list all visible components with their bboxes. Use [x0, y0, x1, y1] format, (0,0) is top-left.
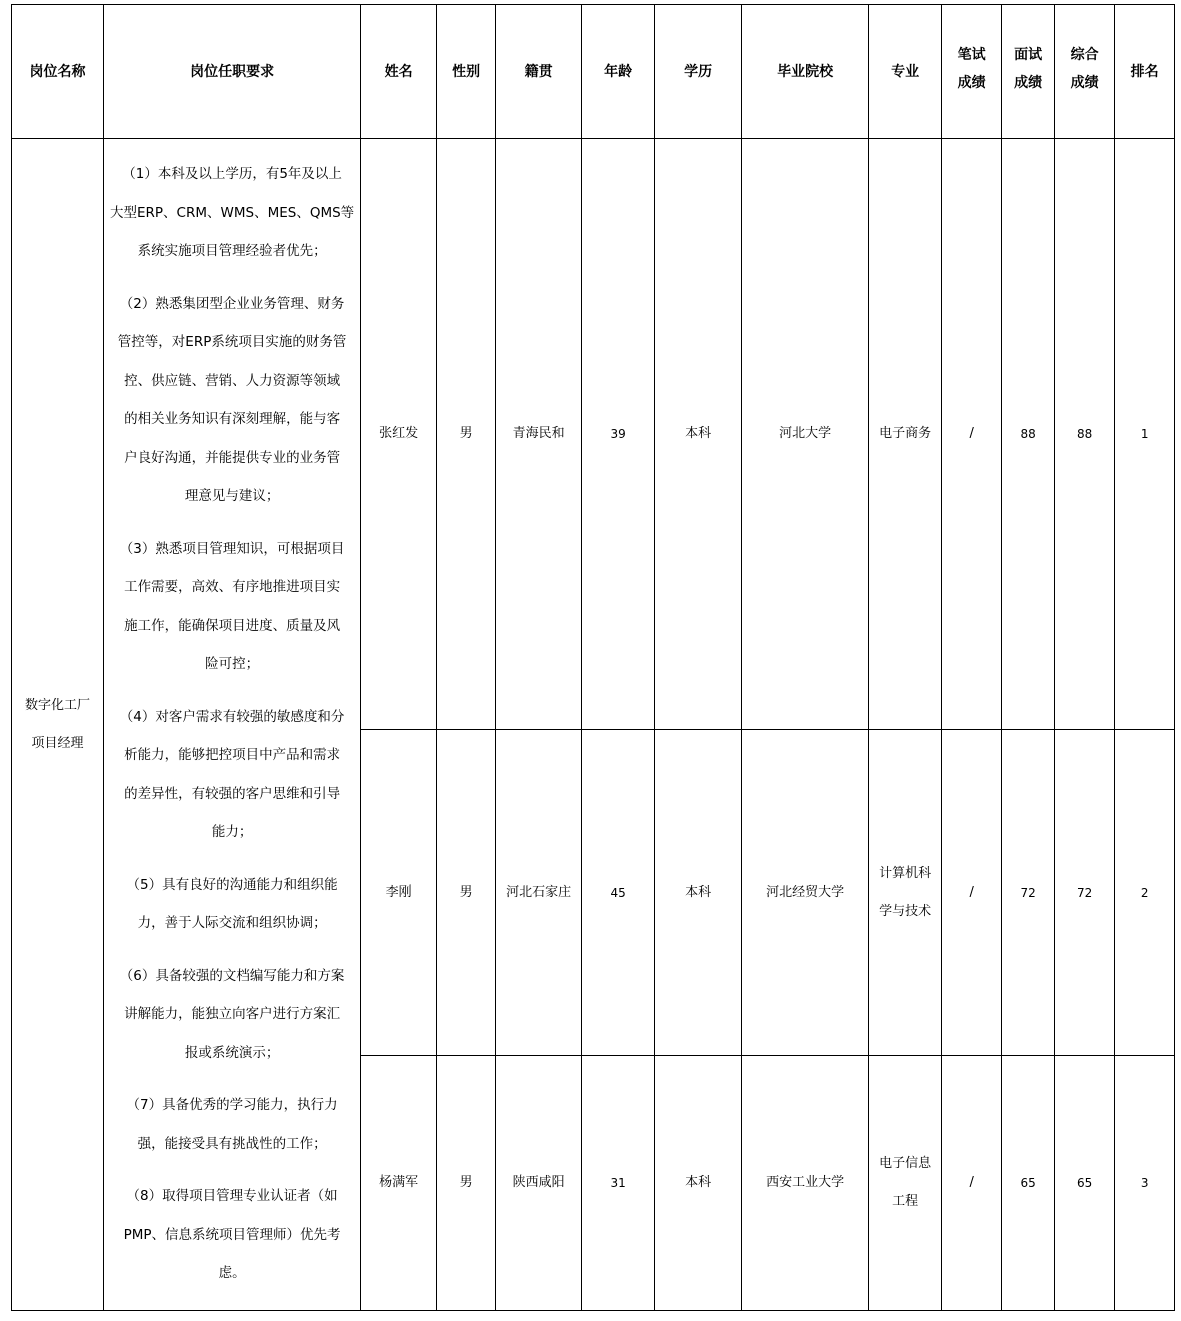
header-written-score: 笔试成绩 — [942, 5, 1002, 139]
requirement-item: （1）本科及以上学历，有5年及以上 大型ERP、CRM、WMS、MES、QMS等 系统实施项目管理经验者优先； — [110, 166, 355, 259]
requirements-cell — [104, 139, 361, 1311]
header-interview-score: 面试成绩 — [1002, 5, 1055, 139]
candidate-education: 本科 — [655, 730, 742, 1056]
candidate-hometown: 陕西咸阳 — [496, 1056, 582, 1311]
candidate-name: 杨满军 — [361, 1056, 437, 1311]
header-position: 岗位名称 — [12, 5, 104, 139]
candidate-major: 计算机科 学与技术 — [869, 730, 942, 1056]
header-requirements: 岗位任职要求 — [104, 5, 361, 139]
requirement-item: （7）具备优秀的学习能力，执行力 强，能接受具有挑战性的工作； — [126, 1097, 338, 1152]
candidate-hometown: 河北石家庄 — [496, 730, 582, 1056]
candidate-written-score: / — [942, 1056, 1002, 1311]
candidate-written-score: / — [942, 139, 1002, 730]
candidate-age: 31 — [582, 1056, 655, 1311]
candidate-rank: 1 — [1115, 139, 1175, 730]
candidate-gender: 男 — [437, 1056, 496, 1311]
table-row — [12, 139, 1175, 730]
requirement-item: （8）取得项目管理专业认证者（如 PMP、信息系统项目管理师）优先考 虑。 — [123, 1188, 341, 1281]
header-age: 年龄 — [582, 5, 655, 139]
candidate-school: 河北大学 — [742, 139, 869, 730]
requirement-item: （4）对客户需求有较强的敏感度和分 析能力，能够把控项目中产品和需求 的差异性，有较强的客户思维和引导 能力； — [119, 708, 345, 840]
header-rank: 排名 — [1115, 5, 1175, 139]
candidate-age: 45 — [582, 730, 655, 1056]
candidate-total-score: 88 — [1055, 139, 1115, 730]
candidate-rank: 3 — [1115, 1056, 1175, 1311]
header-school: 毕业院校 — [742, 5, 869, 139]
requirement-item: （6）具备较强的文档编写能力和方案 讲解能力，能独立向客户进行方案汇 报或系统演示； — [119, 967, 345, 1061]
position-cell: 数字化工厂 项目经理 — [12, 139, 104, 1311]
candidate-major: 电子信息 工程 — [869, 1056, 942, 1311]
candidate-name: 张红发 — [361, 139, 437, 730]
candidate-gender: 男 — [437, 730, 496, 1056]
candidate-major: 电子商务 — [869, 139, 942, 730]
header-gender: 性别 — [437, 5, 496, 139]
candidate-interview-score: 65 — [1002, 1056, 1055, 1311]
candidate-school: 西安工业大学 — [742, 1056, 869, 1311]
candidate-interview-score: 72 — [1002, 730, 1055, 1056]
candidate-school: 河北经贸大学 — [742, 730, 869, 1056]
candidate-results-table — [11, 4, 1175, 1311]
requirement-item: （5）具有良好的沟通能力和组织能 力，善于人际交流和组织协调； — [126, 876, 338, 931]
candidate-interview-score: 88 — [1002, 139, 1055, 730]
candidate-gender: 男 — [437, 139, 496, 730]
header-row — [12, 5, 1175, 139]
candidate-written-score: / — [942, 730, 1002, 1056]
candidate-education: 本科 — [655, 139, 742, 730]
header-name: 姓名 — [361, 5, 437, 139]
candidate-name: 李刚 — [361, 730, 437, 1056]
requirement-item: （2）熟悉集团型企业业务管理、财务 管控等，对ERP系统项目实施的财务管 控、供应链、营销、人力资源等领域 的相关业务知识有深刻理解，能与客 户良好沟通，并能提供专业的业务管 理意见与建议； — [117, 295, 347, 504]
requirement-item: （3）熟悉项目管理知识，可根据项目 工作需要，高效、有序地推进项目实 施工作，能确保项目进度、质量及风 险可控； — [119, 540, 345, 672]
candidate-rank: 2 — [1115, 730, 1175, 1056]
candidate-education: 本科 — [655, 1056, 742, 1311]
candidate-total-score: 65 — [1055, 1056, 1115, 1311]
candidate-age: 39 — [582, 139, 655, 730]
header-education: 学历 — [655, 5, 742, 139]
header-major: 专业 — [869, 5, 942, 139]
candidate-total-score: 72 — [1055, 730, 1115, 1056]
header-hometown: 籍贯 — [496, 5, 582, 139]
header-total-score: 综合成绩 — [1055, 5, 1115, 139]
candidate-hometown: 青海民和 — [496, 139, 582, 730]
